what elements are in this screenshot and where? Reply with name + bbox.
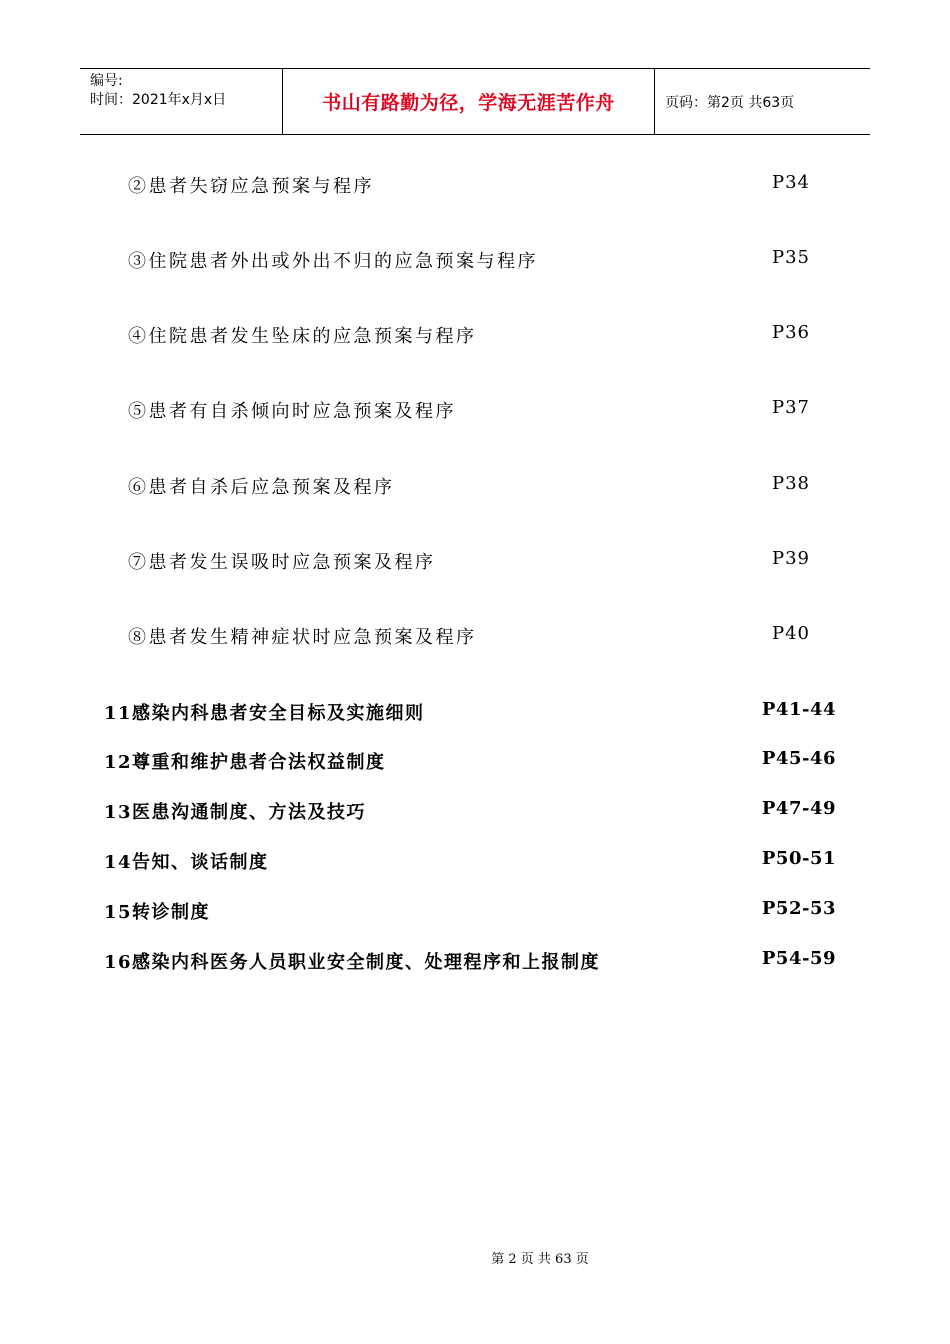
toc-item-page: P37 bbox=[771, 397, 810, 418]
header-page-info: 页码：第2页 共63页 bbox=[665, 94, 795, 111]
toc-item-page: P52-53 bbox=[761, 898, 836, 919]
toc-item-title: 16感染内科医务人员职业安全制度、处理程序和上报制度 bbox=[104, 952, 601, 973]
toc-item-page: P35 bbox=[771, 247, 810, 268]
toc-item-page: P47-49 bbox=[761, 798, 836, 819]
toc-item-title: ⑤患者有自杀倾向时应急预案及程序 bbox=[128, 401, 456, 422]
toc-sub-item bbox=[128, 623, 818, 649]
toc-sub-item bbox=[128, 397, 818, 423]
toc-item-title: ⑧患者发生精神症状时应急预案及程序 bbox=[128, 627, 477, 648]
toc-item-page: P34 bbox=[771, 172, 810, 193]
toc-main-item bbox=[104, 948, 836, 974]
toc-sub-item bbox=[128, 172, 818, 198]
page-footer: 第 2 页 共 63 页 bbox=[491, 1252, 589, 1267]
toc-main-item bbox=[104, 748, 836, 774]
toc-item-title: 14告知、谈话制度 bbox=[104, 852, 269, 873]
toc-sub-item bbox=[128, 247, 818, 273]
document-date: 时间：2021年x月x日 bbox=[90, 92, 227, 108]
header-meta bbox=[80, 69, 282, 134]
toc-main-item bbox=[104, 798, 836, 824]
toc-item-title: ②患者失窃应急预案与程序 bbox=[128, 176, 374, 197]
toc-item-title: ⑦患者发生误吸时应急预案及程序 bbox=[128, 552, 436, 573]
page-header bbox=[80, 68, 870, 135]
toc-item-page: P39 bbox=[771, 548, 810, 569]
toc-item-page: P50-51 bbox=[761, 848, 836, 869]
toc-item-page: P54-59 bbox=[761, 948, 836, 969]
toc-item-page: P38 bbox=[771, 473, 810, 494]
toc-item-title: 11感染内科患者安全目标及实施细则 bbox=[104, 703, 425, 724]
toc-main-item bbox=[104, 898, 836, 924]
toc-item-title: 13医患沟通制度、方法及技巧 bbox=[104, 802, 367, 823]
toc-main-item bbox=[104, 699, 836, 725]
toc-item-title: 12尊重和维护患者合法权益制度 bbox=[104, 752, 386, 773]
toc-item-page: P36 bbox=[771, 322, 810, 343]
toc-item-title: ⑥患者自杀后应急预案及程序 bbox=[128, 477, 395, 498]
document-number-label: 编号: bbox=[90, 73, 123, 89]
header-motto: 书山有路勤为径，学海无涯苦作舟 bbox=[282, 69, 655, 134]
toc-sub-item bbox=[128, 548, 818, 574]
toc-sub-item bbox=[128, 322, 818, 348]
toc-sub-item bbox=[128, 473, 818, 499]
toc-main-item bbox=[104, 848, 836, 874]
toc-item-page: P40 bbox=[771, 623, 810, 644]
toc-item-page: P45-46 bbox=[761, 748, 836, 769]
toc-item-title: ③住院患者外出或外出不归的应急预案与程序 bbox=[128, 251, 538, 272]
toc-item-title: 15转诊制度 bbox=[104, 902, 211, 923]
toc-item-page: P41-44 bbox=[761, 699, 836, 720]
toc-item-title: ④住院患者发生坠床的应急预案与程序 bbox=[128, 326, 477, 347]
